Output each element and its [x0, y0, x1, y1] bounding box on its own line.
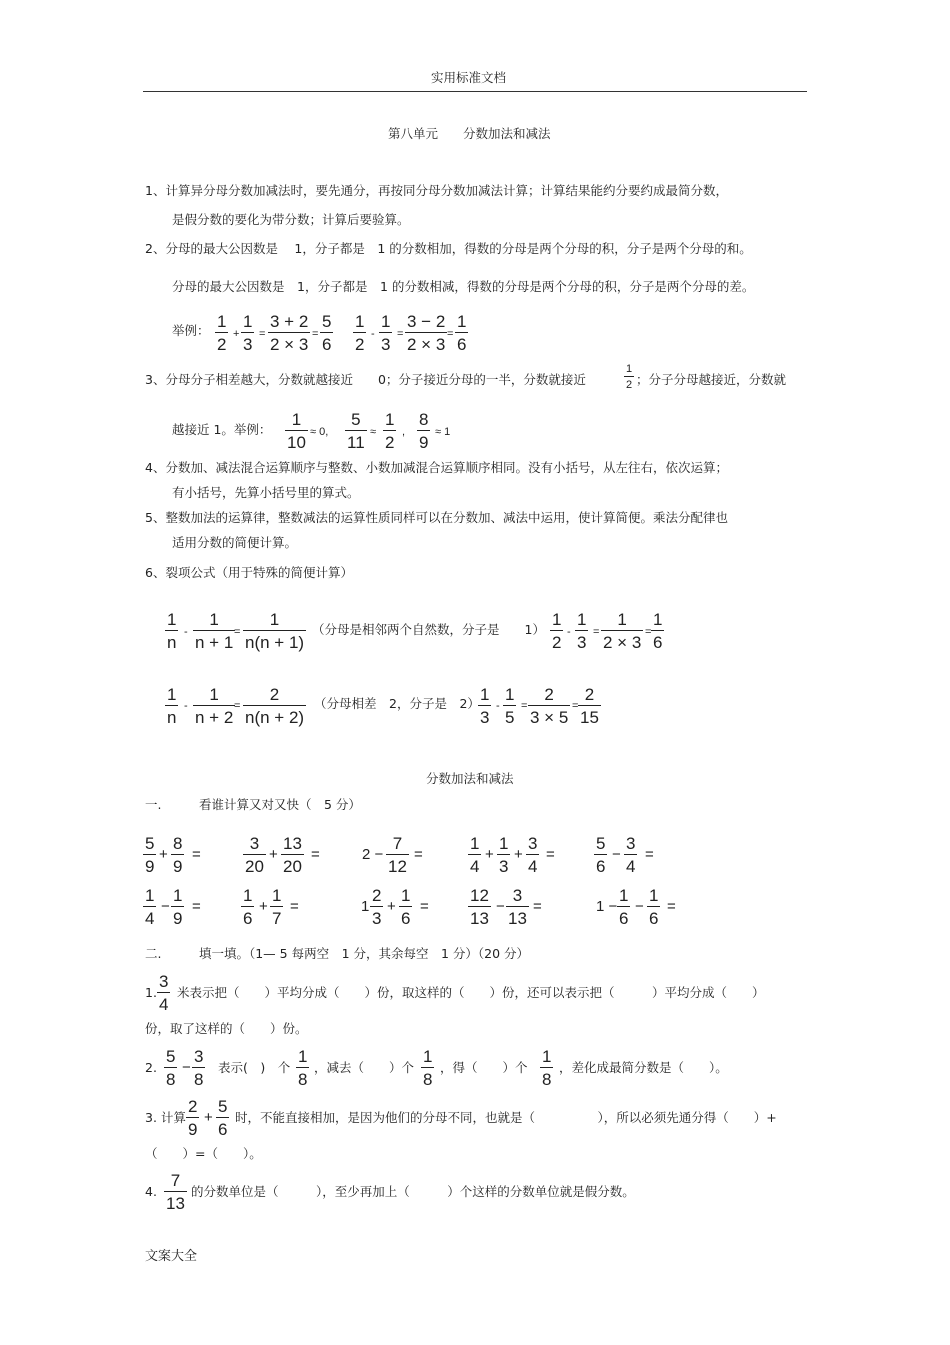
fraction: 1 2 [552, 610, 562, 652]
approx-zero: ≈ 0, [310, 426, 329, 438]
plus-sign: + [387, 898, 396, 915]
point-5-line-1: 5、整数加法的运算律，整数减法的运算性质同样可以在分数加、减法中运用，使计算简便。乘法分配律也 [145, 510, 728, 525]
equals-sign: = [290, 898, 299, 915]
equals-sign: = [521, 700, 528, 712]
plus-sign: + [485, 846, 494, 863]
fraction: 1 4 [470, 834, 480, 876]
comma: , [402, 426, 406, 438]
two-minus: 2 − [362, 846, 384, 863]
plus-sign: + [269, 846, 278, 863]
point-4-line-1: 4、分数加、减法混合运算顺序与整数、小数加减混合运算顺序相同。没有小括号，从左往右，依次运算； [145, 460, 728, 475]
point-2-line-1: 2、分母的最大公因数是 1，分子都是 1 的分数相加，得数的分母是两个分母的积，分子是两个分母的和。 [145, 241, 752, 256]
fraction: 1 3 [243, 312, 253, 354]
fraction: 1 n + 2 [195, 685, 234, 727]
split-note-2: （分母相差 2，分子是 2） [314, 696, 480, 711]
equals-sign: = [533, 898, 542, 915]
fraction: 1 3 [480, 685, 490, 727]
fraction: 1 2 [355, 312, 365, 354]
approx-one: ≈ 1 [435, 426, 451, 438]
fraction: 3 20 [245, 834, 264, 876]
example-label: 举例： [172, 323, 210, 338]
equals-sign: = [420, 898, 429, 915]
fraction: 5 6 [596, 834, 606, 876]
point-1-line-1: 1、计算异分母分数加减法时，要先通分，再按同分母分数加减法计算；计算结果能约分要约成最简分数， [145, 183, 728, 198]
question-1-line-1: 米表示把（ ）平均分成（ ）份，取这样的（ ）份，还可以表示把（ ）平均分成（ ） [177, 985, 765, 1000]
fraction: 1 2 [385, 410, 395, 452]
question-1-line-2: 份，取了这样的（ ）份。 [145, 1021, 308, 1036]
question-3-line-1: 时，不能直接相加，是因为他们的分母不同，也就是（ ），所以必须先通分得（ ）+ [235, 1110, 777, 1125]
fraction: 1 n [167, 685, 177, 727]
fraction: 5 6 [322, 312, 332, 354]
fraction: 7 12 [388, 834, 407, 876]
minus-sign: - [496, 700, 500, 712]
fraction: 8 9 [419, 410, 429, 452]
question-4-number: 4. [145, 1184, 157, 1199]
fraction: 1 n [167, 610, 177, 652]
fraction: 2 3 [372, 886, 382, 928]
fraction: 1 n(n + 1) [245, 610, 305, 652]
plus-sign: + [259, 898, 268, 915]
fraction: 1 6 [653, 610, 663, 652]
equals-sign: = [593, 626, 600, 638]
exercise-title: 分数加法和减法 [426, 771, 514, 786]
split-note-1: （分母是相邻两个自然数，分子是 1） [312, 622, 545, 637]
footer-text: 文案大全 [145, 1249, 198, 1264]
equals-sign: = [645, 846, 654, 863]
fraction: 13 20 [283, 834, 302, 876]
fraction: 3 4 [626, 834, 636, 876]
fraction: 1 8 [542, 1047, 552, 1089]
fraction: 3 8 [194, 1047, 204, 1089]
fraction: 7 13 [166, 1171, 185, 1213]
equals-sign: = [447, 328, 454, 340]
question-3-number: 3. 计算 [145, 1110, 186, 1125]
equals-sign: = [645, 626, 652, 638]
point-5-line-2: 适用分数的简便计算。 [172, 535, 298, 550]
fraction: 1 8 [423, 1047, 433, 1089]
fraction: 1 10 [287, 410, 306, 452]
fraction: 1 n + 1 [195, 610, 234, 652]
question-2-text-2: ，减去（ ）个 [314, 1060, 415, 1075]
plus-sign: + [233, 328, 240, 340]
equals-sign: = [311, 846, 320, 863]
equals-sign: = [234, 700, 241, 712]
equals-sign: = [414, 846, 423, 863]
fraction: 1 6 [619, 886, 629, 928]
fraction-small: 1 2 [626, 363, 633, 391]
fraction: 12 13 [470, 886, 489, 928]
minus-sign: - [371, 328, 375, 340]
equals-sign: = [192, 898, 201, 915]
minus-sign: − [496, 898, 505, 915]
header-rule [143, 91, 807, 92]
fraction: 8 9 [173, 834, 183, 876]
point-2-line-2: 分母的最大公因数是 1，分子都是 1 的分数相减，得数的分母是两个分母的积，分子是两个分母的差。 [172, 279, 755, 294]
equals-sign: = [572, 700, 579, 712]
minus-sign: - [567, 626, 571, 638]
question-2-text-3: ，得（ ）个 [440, 1060, 528, 1075]
fraction: 1 6 [457, 312, 467, 354]
fraction: 1 6 [401, 886, 411, 928]
fraction: 2 3 × 5 [530, 685, 569, 727]
approx-sign: ≈ [370, 426, 377, 438]
fraction: 1 8 [298, 1047, 308, 1089]
equals-sign: = [234, 626, 241, 638]
fraction: 5 11 [347, 410, 365, 452]
header-title: 实用标准文档 [431, 70, 507, 85]
fraction: 1 3 [381, 312, 391, 354]
point-3-line-1: 3、分母分子相差越大，分数就越接近 0；分子接近分母的一半，分数就接近 [145, 372, 586, 387]
minus-sign: - [184, 626, 188, 638]
fraction: 3 − 2 2 × 3 [407, 312, 446, 354]
fraction: 1 6 [649, 886, 659, 928]
question-2-number: 2. [145, 1060, 157, 1075]
fraction: 5 9 [145, 834, 155, 876]
minus-sign: − [635, 898, 644, 915]
fraction: 1 3 [577, 610, 587, 652]
question-2-text-4: ，差化成最简分数是（ ）。 [559, 1060, 728, 1075]
section-2-title: 二. 填一填。（1— 5 每两空 1 分，其余每空 1 分）（20 分） [145, 946, 530, 961]
mixed-number-whole: 1 [361, 898, 370, 915]
fraction: 5 8 [166, 1047, 176, 1089]
unit-title: 第八单元 分数加法和减法 [388, 126, 551, 141]
fraction: 2 15 [580, 685, 599, 727]
fraction: 2 9 [188, 1097, 198, 1139]
fraction: 5 6 [218, 1097, 228, 1139]
question-3-line-2: （ ）=（ ）。 [145, 1146, 262, 1161]
fraction: 3 4 [528, 834, 538, 876]
fraction: 3 4 [159, 972, 169, 1014]
fraction: 2 n(n + 2) [245, 685, 305, 727]
fraction: 3 + 2 2 × 3 [270, 312, 309, 354]
equals-sign: = [192, 846, 201, 863]
minus-sign: − [612, 846, 621, 863]
fraction: 1 9 [173, 886, 183, 928]
one-minus: 1 − [596, 898, 618, 915]
section-1-title: 一. 看谁计算又对又快（ 5 分） [145, 797, 361, 812]
equals-sign: = [667, 898, 676, 915]
question-2-text-1: 表示( ) 个 [218, 1060, 291, 1075]
point-3-line-2: 越接近 1。举例： [172, 422, 272, 437]
question-1-number: 1. [145, 985, 157, 1000]
point-6: 6、裂项公式（用于特殊的简便计算） [145, 565, 353, 580]
minus-sign: − [161, 898, 170, 915]
fraction: 1 4 [145, 886, 155, 928]
equals-sign: = [397, 328, 404, 340]
minus-sign: - [184, 700, 188, 712]
equals-sign: = [546, 846, 555, 863]
fraction: 1 7 [272, 886, 282, 928]
point-3-line-1-tail: ；分子分母越接近，分数就 [636, 372, 787, 387]
plus-sign: + [159, 846, 168, 863]
plus-sign: + [514, 846, 523, 863]
minus-sign: − [182, 1059, 191, 1076]
plus-sign: + [204, 1109, 213, 1126]
equals-sign: = [312, 328, 319, 340]
fraction: 1 5 [505, 685, 515, 727]
fraction: 3 13 [508, 886, 527, 928]
fraction: 1 3 [499, 834, 509, 876]
point-1-line-2: 是假分数的要化为带分数；计算后要验算。 [172, 212, 410, 227]
fraction: 1 2 [217, 312, 227, 354]
equals-sign: = [259, 328, 266, 340]
point-4-line-2: 有小括号，先算小括号里的算式。 [172, 485, 360, 500]
fraction: 1 6 [243, 886, 253, 928]
fraction: 1 2 × 3 [603, 610, 642, 652]
question-4-text: 的分数单位是（ ），至少再加上（ ）个这样的分数单位就是假分数。 [191, 1184, 635, 1199]
